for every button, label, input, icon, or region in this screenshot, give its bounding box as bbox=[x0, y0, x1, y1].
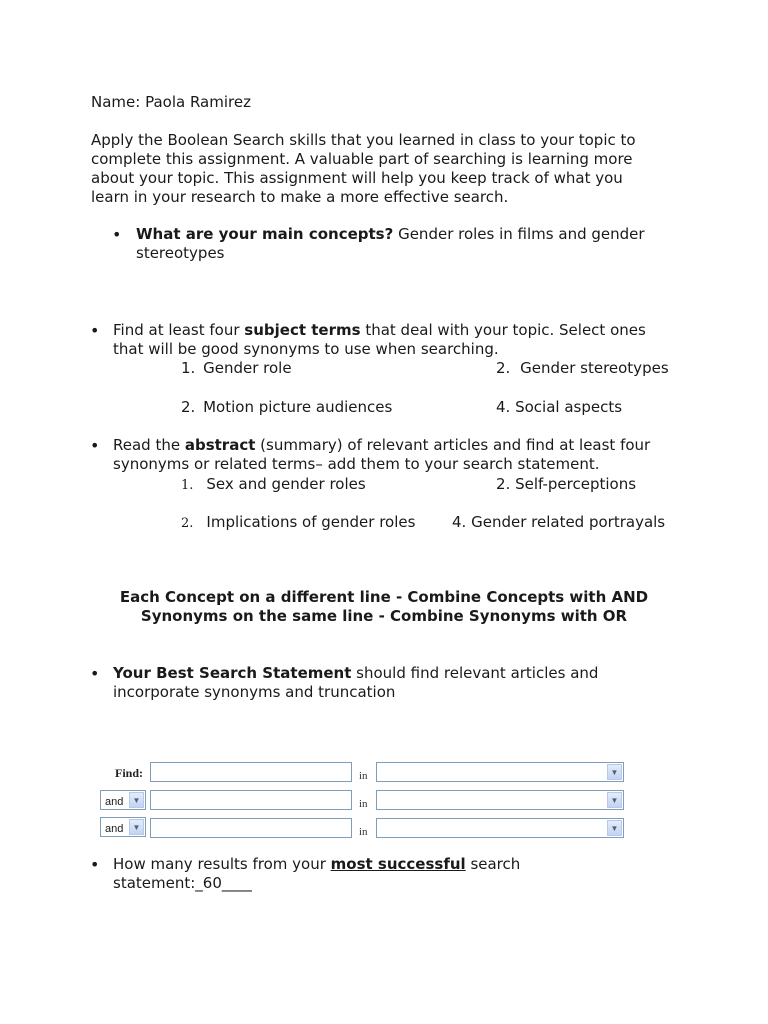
chevron-down-icon[interactable]: ▼ bbox=[129, 792, 144, 808]
abstract-line2: synonyms or related terms– add them to your search statement. bbox=[113, 455, 600, 473]
chevron-down-icon[interactable]: ▼ bbox=[607, 764, 622, 780]
concepts-answer-cont: stereotypes bbox=[136, 244, 225, 262]
bullet-icon: • bbox=[90, 664, 100, 683]
subject-pre: Find at least four bbox=[113, 321, 245, 339]
subject-line2: that will be good synonyms to use when searching. bbox=[113, 340, 499, 358]
search-term-input-2[interactable] bbox=[150, 790, 352, 810]
best-bold: Your Best Search Statement bbox=[113, 664, 352, 682]
results-post: search bbox=[465, 855, 521, 873]
item-text: Implications of gender roles bbox=[206, 513, 416, 531]
operator-value: and bbox=[105, 796, 124, 808]
in-label: in bbox=[359, 770, 368, 782]
best-post: should find relevant articles and bbox=[351, 664, 599, 682]
item-text: Gender role bbox=[203, 359, 292, 377]
abstract-bold: abstract bbox=[184, 436, 256, 454]
bullet-icon: • bbox=[90, 321, 100, 340]
item-text: Sex and gender roles bbox=[206, 475, 366, 493]
results-pre: How many results from your bbox=[113, 855, 331, 873]
best-search-prompt bbox=[113, 664, 598, 702]
chevron-down-icon[interactable]: ▼ bbox=[607, 792, 622, 808]
item-number: 2. bbox=[496, 475, 511, 493]
abstract-prompt bbox=[113, 436, 650, 474]
intro-line: about your topic. This assignment will help you keep track of what you bbox=[91, 169, 623, 187]
subject-item-4 bbox=[496, 398, 622, 417]
instruction-heading-and: Each Concept on a different line - Combine Concepts with AND bbox=[119, 588, 649, 606]
student-name: Name: Paola Ramirez bbox=[91, 93, 251, 111]
main-concepts bbox=[136, 225, 645, 263]
results-prompt bbox=[113, 855, 520, 893]
item-number: 1. bbox=[181, 478, 194, 493]
item-number: 2. bbox=[181, 516, 194, 531]
intro-line: complete this assignment. A valuable part of searching is learning more bbox=[91, 150, 633, 168]
subject-bold: subject terms bbox=[244, 321, 361, 339]
search-term-input-1[interactable] bbox=[150, 762, 352, 782]
boolean-operator-select-2[interactable] bbox=[100, 817, 146, 837]
search-field-select-3[interactable] bbox=[376, 818, 624, 838]
subject-item-3 bbox=[181, 398, 392, 417]
abstract-item-4 bbox=[452, 513, 665, 532]
boolean-operator-select-1[interactable] bbox=[100, 790, 146, 810]
subject-terms-prompt bbox=[113, 321, 646, 359]
results-answer: statement:_60____ bbox=[113, 874, 252, 892]
bullet-icon: • bbox=[90, 436, 100, 455]
search-term-input-3[interactable] bbox=[150, 818, 352, 838]
operator-value: and bbox=[105, 823, 124, 835]
item-text: Motion picture audiences bbox=[203, 398, 393, 416]
abstract-post: (summary) of relevant articles and find at least four bbox=[255, 436, 651, 454]
item-number: 2. bbox=[496, 359, 511, 377]
abstract-item-2 bbox=[496, 475, 636, 494]
in-label: in bbox=[359, 826, 368, 838]
chevron-down-icon[interactable]: ▼ bbox=[129, 819, 144, 835]
subject-post: that deal with your topic. Select ones bbox=[360, 321, 646, 339]
abstract-item-1 bbox=[181, 475, 366, 495]
item-number: 4. bbox=[496, 398, 511, 416]
item-text: Gender stereotypes bbox=[520, 359, 669, 377]
subject-item-1 bbox=[181, 359, 292, 378]
results-underlined: most successful bbox=[330, 855, 466, 873]
intro-line: Apply the Boolean Search skills that you learned in class to your topic to bbox=[91, 131, 636, 149]
search-field-select-1[interactable] bbox=[376, 762, 624, 782]
bullet-icon: • bbox=[112, 225, 122, 244]
intro-line: learn in your research to make a more effective search. bbox=[91, 188, 509, 206]
concepts-answer: Gender roles in films and gender bbox=[393, 225, 645, 243]
concepts-question: What are your main concepts? bbox=[136, 225, 394, 243]
intro-paragraph bbox=[91, 131, 636, 207]
search-field-select-2[interactable] bbox=[376, 790, 624, 810]
item-number: 1. bbox=[181, 359, 196, 377]
in-label: in bbox=[359, 798, 368, 810]
best-line2: incorporate synonyms and truncation bbox=[113, 683, 396, 701]
bullet-icon: • bbox=[90, 855, 100, 874]
instruction-heading-or: Synonyms on the same line - Combine Synonyms with OR bbox=[140, 607, 628, 625]
item-text: Gender related portrayals bbox=[471, 513, 666, 531]
find-label: Find: bbox=[115, 766, 144, 780]
item-number: 2. bbox=[181, 398, 196, 416]
subject-item-2 bbox=[496, 359, 669, 378]
chevron-down-icon[interactable]: ▼ bbox=[607, 820, 622, 836]
item-number: 4. bbox=[452, 513, 467, 531]
abstract-pre: Read the bbox=[113, 436, 185, 454]
abstract-item-3 bbox=[181, 513, 415, 533]
item-text: Social aspects bbox=[515, 398, 623, 416]
item-text: Self-perceptions bbox=[515, 475, 637, 493]
